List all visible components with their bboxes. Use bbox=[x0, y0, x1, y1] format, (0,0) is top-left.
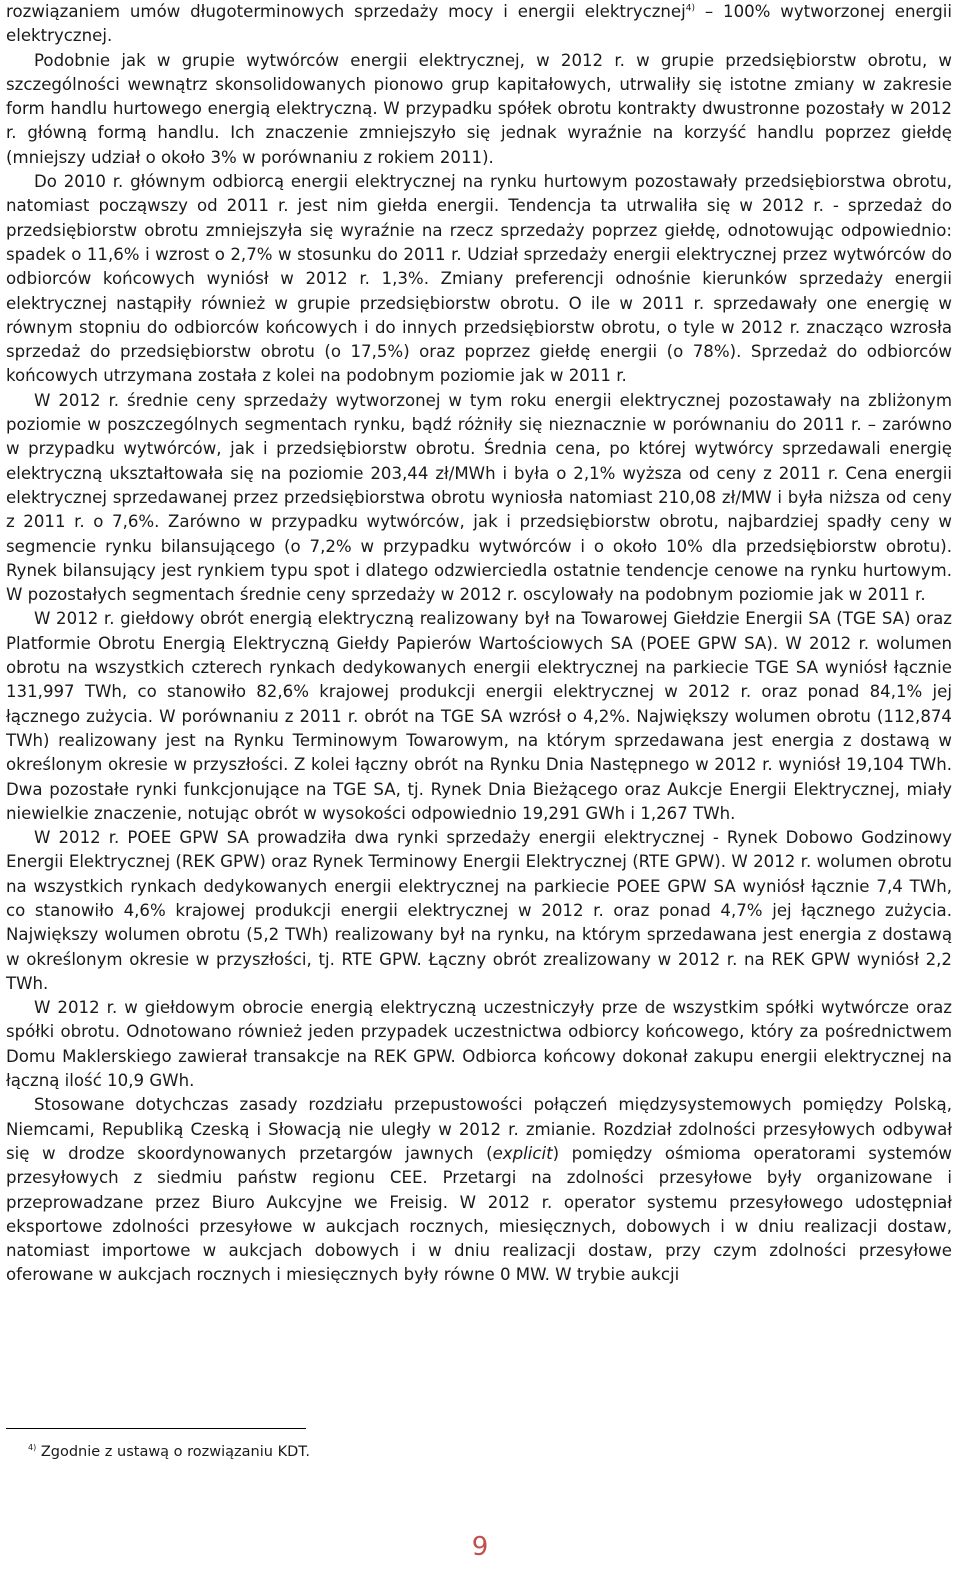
footnote-marker: 4) bbox=[28, 1443, 37, 1453]
footnote bbox=[28, 1442, 310, 1462]
page-number: 9 bbox=[471, 1532, 489, 1562]
paragraph-4: W 2012 r. giełdowy obrót energią elektryczną realizowany był na Towarowej Giełdzie Energii SA (TGE SA) oraz Platformie Obrotu Energią Elektryczną Giełdy Papierów Wartościowych SA (POEE GPW SA). W 2012 r. wolumen obrotu na wszystkich czterech rynkach dedykowanych energii elektrycznej na parkiecie TGE SA wyniósł łącznie 131,997 TWh, co stanowiło 82,6% krajowej produkcji energii elektrycznej w 2012 r. oraz ponad 84,1% jej łącznego zużycia. W porównaniu z 2011 r. obrót na TGE SA wzrósł o 4,2%. Największy wolumen obrotu (112,874 TWh) realizowany jest na Rynku Terminowym Towarowym, na którym sprzedawana jest energia z dostawą w określonym okresie w przyszłości. Z kolei łączny obrót na Rynku Dnia Następnego w 2012 r. wyniósł 19,104 TWh. Dwa pozostałe rynki funkcjonujące na TGE SA, tj. Rynek Dnia Bieżącego oraz Aukcje Energii Elektrycznej, miały niewielkie znaczenie, notując obrót w wysokości odpowiednio 19,291 GWh i 1,267 TWh. bbox=[6, 609, 952, 823]
paragraph-5: W 2012 r. POEE GPW SA prowadziła dwa rynki sprzedaży energii elektrycznej - Rynek Dobowo Godzinowy Energii Elektrycznej (REK GPW) oraz Rynek Terminowy Energii Elektrycznej (RTE GPW). W 2012 r. wolumen obrotu na wszystkich rynkach dedykowanych energii elektrycznej na parkiecie POEE GPW SA wyniósł łącznie 7,4 TWh, co stanowiło 4,6% krajowej produkcji energii elektrycznej w 2012 r. oraz ponad 4,7% jej łącznego zużycia. Największy wolumen obrotu (5,2 TWh) realizowany był na rynku, na którym sprzedawana jest energia z dostawą w określonym okresie w przyszłości, tj. RTE GPW. Łączny obrót zrealizowany w 2012 r. na REK GPW wyniósł 2,2 TWh. bbox=[6, 828, 952, 993]
document-page bbox=[6, 0, 952, 1288]
paragraph-6: W 2012 r. w giełdowym obrocie energią elektryczną uczestniczyły prze de wszystkim spółki wytwórcze oraz spółki obrotu. Odnotowano również jeden przypadek uczestnictwa odbiorcy końcowego, który za pośrednictwem Domu Maklerskiego zawierał transakcje na REK GPW. Odbiorca końcowy dokonał zakupu energii elektrycznej na łączną ilość 10,9 GWh. bbox=[6, 998, 952, 1091]
paragraph-0-text-end: – 100% wytworzonej energii elektrycznej. bbox=[6, 2, 953, 46]
emphasized-term: explicit bbox=[492, 1143, 553, 1163]
paragraph-7-text-end: ) pomiędzy ośmioma operatorami systemów przesyłowych z siedmiu państw regionu CEE. Przetargi na zdolności przesyłowe były organizowane i przeprowadzane przez Biuro Aukcyjne we Freisig. W 2012 r. operator systemu przesyłowego udostępniał eksportowe zdolności przesyłowe w aukcjach rocznych, miesięcznych, dobowych i w dniu realizacji dostaw, natomiast importowe w aukcjach dobowych i w dniu realizacji dostaw, przy czym zdolności przesyłowe oferowane w aukcjach rocznych i miesięcznych były równe 0 MW. W trybie aukcji bbox=[6, 1143, 953, 1285]
footnote-separator bbox=[6, 1428, 306, 1429]
footnote-reference[interactable]: 4) bbox=[685, 3, 696, 14]
paragraph-3: W 2012 r. średnie ceny sprzedaży wytworzonej w tym roku energii elektrycznej pozostawały na zbliżonym poziomie w poszczególnych segmentach rynku, bądź różniły się nieznacznie w porównaniu do 2011 r. – zarówno w przypadku wytwórców, jak i przedsiębiorstw obrotu. Średnia cena, po której wytwórcy sprzedawali energię elektryczną ukształtowała się na poziomie 203,44 zł/MWh i była o 2,1% wyższa od ceny z 2011 r. Cena energii elektrycznej sprzedawanej przez przedsiębiorstwa obrotu wyniosła natomiast 210,08 zł/MW i była niższa od ceny z 2011 r. o 7,6%. Zarówno w przypadku wytwórców, jak i przedsiębiorstw obrotu, najbardziej spadły ceny w segmencie rynku bilansującego (o 7,2% w przypadku wytwórców i o około 10% dla przedsiębiorstw obrotu). Rynek bilansujący jest rynkiem typu spot i dlatego odzwierciedla ostatnie tendencje cenowe na rynku hurtowym. W pozostałych segmentach średnie ceny sprzedaży w 2012 r. oscylowały na podobnym poziomie jak w 2011 r. bbox=[6, 390, 952, 605]
paragraph-2: Do 2010 r. głównym odbiorcą energii elektrycznej na rynku hurtowym pozostawały przedsiębiorstwa obrotu, natomiast począwszy od 2011 r. jest nim giełda energii. Tendencja ta utrwaliła się w 2012 r. - sprzedaż do przedsiębiorstw obrotu zmniejszyła się wyraźnie na rzecz sprzedaży poprzez giełdę, odnotowując odpowiednio: spadek o 11,6% i wzrost o 2,7% w stosunku do 2011 r. Udział sprzedaży energii elektrycznej przez wytwórców do odbiorców końcowych wyniósł w 2012 r. 1,3%. Zmiany preferencji odnośnie kierunków sprzedaży energii elektrycznej nastąpiły również w grupie przedsiębiorstw obrotu. O ile w 2011 r. sprzedawały one energię w równym stopniu do odbiorców końcowych i do innych przedsiębiorstw obrotu, o tyle w 2012 r. znacząco wzrosła sprzedaż do przedsiębiorstw obrotu (o 17,5%) oraz poprzez giełdę energii (o 78%). Sprzedaż do odbiorców końcowych utrzymana została z kolei na podobnym poziomie jak w 2011 r. bbox=[6, 172, 952, 386]
paragraph-7 bbox=[6, 1093, 952, 1287]
footnote-text: Zgodnie z ustawą o rozwiązaniu KDT. bbox=[36, 1444, 310, 1460]
paragraph-1: Podobnie jak w grupie wytwórców energii elektrycznej, w 2012 r. w grupie przedsiębiorstw obrotu, w szczególności wewnątrz skonsolidowanych pionowo grup kapitałowych, utrwaliły się istotne zmiany w zakresie form handlu hurtowego energią elektryczną. W przypadku spółek obrotu kontrakty dwustronne pozostały w 2012 r. główną formą handlu. Ich znaczenie zmniejszyło się jednak wyraźnie na korzyść handlu poprzez giełdę (mniejszy udział o około 3% w porównaniu z rokiem 2011). bbox=[6, 50, 952, 167]
paragraph-0 bbox=[6, 0, 952, 49]
paragraph-7-text: Stosowane dotychczas zasady rozdziału przepustowości połączeń międzysystemowych pomiędzy Polską, Niemcami, Republiką Czeską i Słowacją nie uległy w 2012 r. zmianie. Rozdział zdolności przesyłowych odbywał się w drodze skoordynowanych przetargów jawnych ( bbox=[6, 1095, 952, 1163]
paragraph-0-text: rozwiązaniem umów długoterminowych sprzedaży mocy i energii elektrycznej bbox=[6, 2, 686, 21]
